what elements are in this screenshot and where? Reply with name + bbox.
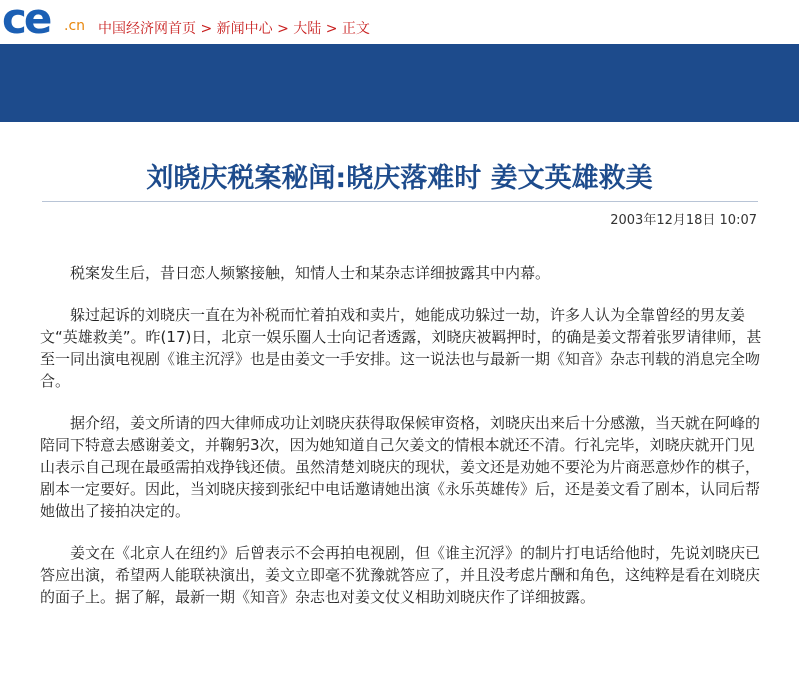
breadcrumb-mainland-link[interactable]: 大陆 — [293, 21, 322, 37]
breadcrumb-separator: > — [196, 21, 217, 37]
logo-ce-text: ce — [2, 0, 50, 43]
breadcrumb-separator: > — [321, 21, 342, 37]
logo-cn-text: .cn — [64, 18, 86, 34]
ce-cn-logo[interactable] — [0, 0, 96, 43]
article-paragraph: 据介绍，姜文所请的四大律师成功让刘晓庆获得取保候审资格，刘晓庆出来后十分感激，当天就在阿峰的陪同下特意去感谢姜文，并鞠躬3次，因为她知道自己欠姜文的情根本就还不清。行礼完毕，刘晓庆就开门见山表示自己现在最亟需拍戏挣钱还债。虽然清楚刘晓庆的现状，姜文还是劝她不要沦为片商恶意炒作的棋子，剧本一定要好。因此，当刘晓庆接到张纪中电话邀请她出演《永乐英雄传》后，还是姜文看了剧本，认同后帮她做出了接拍决定的。 — [40, 414, 761, 520]
article-paragraph: 姜文在《北京人在纽约》后曾表示不会再拍电视剧，但《谁主沉浮》的制片打电话给他时，先说刘晓庆已答应出演，希望两人能联袂演出，姜文立即毫不犹豫就答应了，并且没考虑片酬和角色，这纯粹是看在刘晓庆的面子上。据了解，最新一期《知音》杂志也对姜文仗义相助刘晓庆作了详细披露。 — [40, 544, 761, 606]
article-paragraph: 税案发生后，昔日恋人频繁接触，知情人士和某杂志详细披露其中内幕。 — [70, 264, 551, 282]
breadcrumb-news-center-link[interactable]: 新闻中心 — [216, 21, 273, 37]
breadcrumb — [98, 20, 370, 38]
top-bar — [0, 0, 799, 44]
article-date: 2003年12月18日 10:07 — [610, 213, 757, 228]
title-divider — [42, 201, 758, 202]
breadcrumb-separator: > — [272, 21, 294, 37]
header-banner — [0, 44, 799, 122]
breadcrumb-current-page: 正文 — [341, 21, 370, 37]
article-title: 刘晓庆税案秘闻:晓庆落难时 姜文英雄救美 — [146, 163, 653, 194]
article-paragraph: 躲过起诉的刘晓庆一直在为补税而忙着拍戏和卖片，她能成功躲过一劫，许多人认为全靠曾经的男友姜文“英雄救美”。昨(17)日，北京一娱乐圈人士向记者透露，刘晓庆被羁押时，的确是姜文帮着张罗请律师，甚至一同出演电视剧《谁主沉浮》也是由姜文一手安排。这一说法也与最新一期《知音》杂志刊载的消息完全吻合。 — [40, 306, 762, 390]
article-container — [0, 122, 799, 694]
article-body — [40, 262, 762, 628]
breadcrumb-home-link[interactable]: 中国经济网首页 — [98, 21, 196, 37]
